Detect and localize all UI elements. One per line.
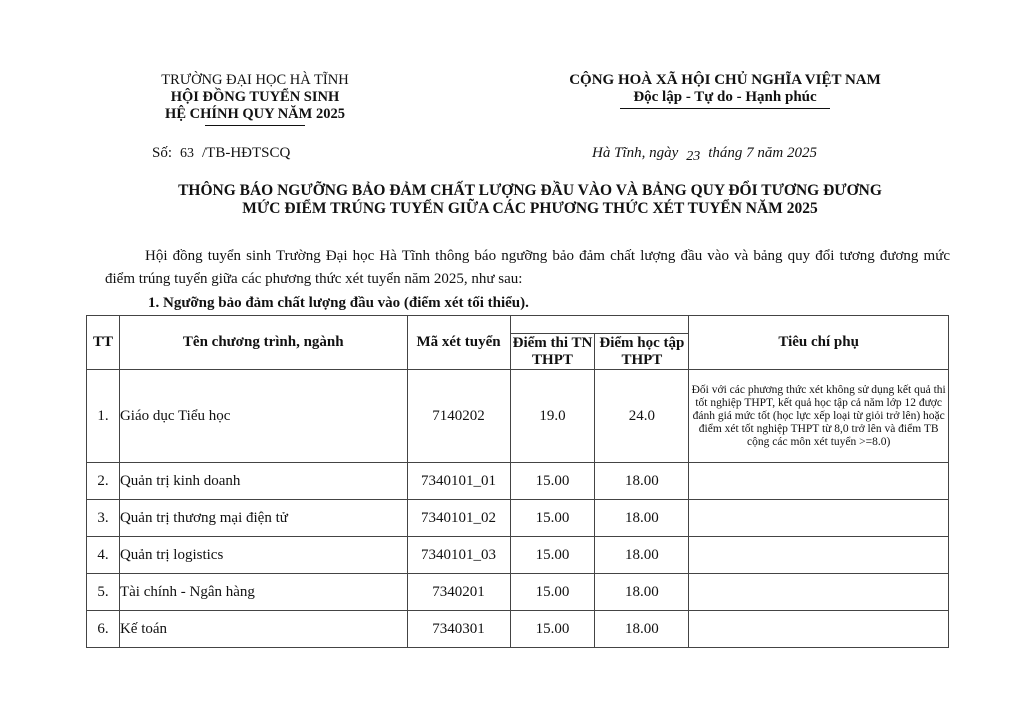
- row-criteria: [689, 500, 949, 537]
- row-tt: 6.: [87, 611, 120, 648]
- doc-number-prefix: Số:: [152, 145, 173, 161]
- row-tt: 4.: [87, 537, 120, 574]
- header-score-group: [510, 316, 689, 334]
- row-criteria: Đối với các phương thức xét không sử dụng kết quả thi tốt nghiệp THPT, kết quả học tập cả năm lớp 12 được đánh giá mức tốt (học lực xếp loại từ giỏi trở lên) hoặc điểm xét tốt nghiệp THPT từ 8,0 trở lên và điểm TB cộng các môn xét tuyển >=8.0): [689, 370, 949, 463]
- row-thpt: 15.00: [510, 537, 595, 574]
- row-criteria: [689, 574, 949, 611]
- row-hocba: 18.00: [595, 500, 689, 537]
- row-code: 7340101_03: [407, 537, 510, 574]
- header-criteria: Tiêu chí phụ: [689, 316, 949, 370]
- table-row: [87, 611, 949, 648]
- row-name: Quản trị logistics: [119, 537, 407, 574]
- row-thpt: 15.00: [510, 463, 595, 500]
- row-criteria: [689, 611, 949, 648]
- title-line-2: MỨC ĐIỂM TRÚNG TUYỂN GIỮA CÁC PHƯƠNG THỨC XÉT TUYỂN NĂM 2025: [242, 200, 818, 217]
- title-line-1: THÔNG BÁO NGƯỠNG BẢO ĐẢM CHẤT LƯỢNG ĐẦU VÀO VÀ BẢNG QUY ĐỔI TƯƠNG ĐƯƠNG: [178, 182, 882, 199]
- header-name: Tên chương trình, ngành: [119, 316, 407, 370]
- table-row: [87, 537, 949, 574]
- issuer-block: [90, 72, 420, 126]
- university-name: TRƯỜNG ĐẠI HỌC HÀ TĨNH: [161, 72, 349, 88]
- table-row: [87, 574, 949, 611]
- row-hocba: 18.00: [595, 574, 689, 611]
- row-thpt: 15.00: [510, 500, 595, 537]
- section-1-heading: 1. Ngưỡng bảo đảm chất lượng đầu vào (điểm xét tối thiểu).: [148, 295, 529, 311]
- doc-number-suffix: /TB-HĐTSCQ: [202, 145, 291, 161]
- document-title: [110, 182, 950, 218]
- intro-paragraph: Hội đồng tuyển sinh Trường Đại học Hà Tĩnh thông báo ngưỡng bảo đảm chất lượng đầu vào và bảng quy đổi tương đương mức điểm trúng tuyển giữa các phương thức xét tuyển năm 2025, như sau:: [105, 248, 950, 287]
- row-hocba: 24.0: [595, 370, 689, 463]
- row-criteria: [689, 463, 949, 500]
- date-day: 23: [686, 149, 701, 164]
- table-row: [87, 463, 949, 500]
- row-code: 7340101_01: [407, 463, 510, 500]
- row-tt: 5.: [87, 574, 120, 611]
- row-name: Giáo dục Tiểu học: [119, 370, 407, 463]
- table-row: [87, 500, 949, 537]
- document-number: [152, 145, 290, 162]
- row-code: 7340201: [407, 574, 510, 611]
- row-name: Kế toán: [119, 611, 407, 648]
- date-prefix: Hà Tĩnh, ngày: [592, 145, 679, 161]
- country-name: CỘNG HOÀ XÃ HỘI CHỦ NGHĨA VIỆT NAM: [569, 72, 881, 88]
- row-criteria: [689, 537, 949, 574]
- row-tt: 2.: [87, 463, 120, 500]
- table-row: [87, 370, 949, 463]
- row-thpt: 19.0: [510, 370, 595, 463]
- motto-underline: [620, 108, 830, 109]
- row-hocba: 18.00: [595, 611, 689, 648]
- issuer-underline: [205, 125, 305, 126]
- row-hocba: 18.00: [595, 463, 689, 500]
- place-date: [592, 145, 817, 162]
- threshold-table: [86, 315, 949, 648]
- row-tt: 1.: [87, 370, 120, 463]
- header-hocba: Điểm học tập THPT: [595, 334, 689, 370]
- national-motto-block: [520, 72, 930, 109]
- row-hocba: 18.00: [595, 537, 689, 574]
- header-tt: TT: [87, 316, 120, 370]
- row-tt: 3.: [87, 500, 120, 537]
- row-thpt: 15.00: [510, 611, 595, 648]
- row-name: Quản trị thương mại điện tử: [119, 500, 407, 537]
- row-code: 7340301: [407, 611, 510, 648]
- motto: Độc lập - Tự do - Hạnh phúc: [633, 89, 817, 105]
- council-name: HỘI ĐỒNG TUYỂN SINH: [170, 89, 340, 105]
- doc-number-value: 63: [180, 146, 195, 161]
- row-name: Quản trị kinh doanh: [119, 463, 407, 500]
- date-suffix: tháng 7 năm 2025: [708, 145, 817, 161]
- row-code: 7140202: [407, 370, 510, 463]
- row-code: 7340101_02: [407, 500, 510, 537]
- row-name: Tài chính - Ngân hàng: [119, 574, 407, 611]
- row-thpt: 15.00: [510, 574, 595, 611]
- program-year: HỆ CHÍNH QUY NĂM 2025: [165, 106, 345, 122]
- header-thpt: Điểm thi TN THPT: [510, 334, 595, 370]
- header-code: Mã xét tuyển: [407, 316, 510, 370]
